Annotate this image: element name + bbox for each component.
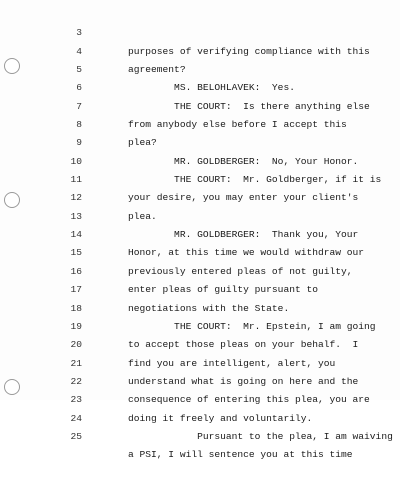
line-text: MS. BELOHLAVEK: Yes. bbox=[128, 82, 295, 94]
line-text: Honor, at this time we would withdraw our bbox=[128, 247, 365, 259]
line-text: find you are intelligent, alert, you bbox=[128, 357, 336, 369]
line-text: understand what is going on here and the bbox=[128, 375, 359, 387]
line-number: 25 bbox=[70, 430, 82, 442]
line-number: 13 bbox=[70, 210, 82, 222]
line-number: 11 bbox=[70, 174, 82, 186]
line-text: MR. GOLDBERGER: No, Your Honor. bbox=[128, 155, 359, 167]
line-text: a PSI, I will sentence you at this time bbox=[128, 449, 353, 461]
line-number: 23 bbox=[70, 394, 82, 406]
line-text: negotiations with the State. bbox=[128, 302, 290, 314]
line-number: 7 bbox=[76, 100, 82, 112]
line-text: agreement? bbox=[128, 64, 186, 76]
line-text: previously entered pleas of not guilty, bbox=[128, 265, 353, 277]
transcript-lines bbox=[0, 6, 400, 461]
line-number: 14 bbox=[70, 229, 82, 241]
line-text: plea? bbox=[128, 137, 157, 149]
line-number: 6 bbox=[76, 82, 82, 94]
line-number: 18 bbox=[70, 302, 82, 314]
line-text: your desire, you may enter your client's bbox=[128, 192, 359, 204]
line-number: 24 bbox=[70, 412, 82, 424]
line-text: purposes of verifying compliance with this bbox=[128, 45, 370, 57]
line-number: 9 bbox=[76, 137, 82, 149]
line-text: THE COURT: Is there anything else bbox=[128, 100, 370, 112]
line-number: 19 bbox=[70, 320, 82, 332]
line-text: enter pleas of guilty pursuant to bbox=[128, 284, 318, 296]
line-text: from anybody else before I accept this bbox=[128, 119, 347, 131]
line-number: 8 bbox=[76, 119, 82, 131]
line-number: 10 bbox=[70, 155, 82, 167]
line-text: plea. bbox=[128, 210, 157, 222]
line-text: consequence of entering this plea, you are bbox=[128, 394, 370, 406]
line-number: 15 bbox=[70, 247, 82, 259]
line-number: 12 bbox=[70, 192, 82, 204]
line-number: 5 bbox=[76, 64, 82, 76]
line-number: 3 bbox=[76, 27, 82, 39]
line-number: 16 bbox=[70, 265, 82, 277]
line-number: 17 bbox=[70, 284, 82, 296]
line-number: 4 bbox=[76, 45, 82, 57]
line-number: 21 bbox=[70, 357, 82, 369]
line-text: Pursuant to the plea, I am waiving bbox=[128, 430, 393, 442]
line-text: to accept those pleas on your behalf. I bbox=[128, 339, 359, 351]
line-text: THE COURT: Mr. Epstein, I am going bbox=[128, 320, 376, 332]
line-text: MR. GOLDBERGER: Thank you, Your bbox=[128, 229, 359, 241]
line-text: doing it freely and voluntarily. bbox=[128, 412, 313, 424]
line-number: 22 bbox=[70, 375, 82, 387]
transcript-line bbox=[0, 6, 400, 57]
line-number: 20 bbox=[70, 339, 82, 351]
line-text: THE COURT: Mr. Goldberger, if it is bbox=[128, 174, 382, 186]
